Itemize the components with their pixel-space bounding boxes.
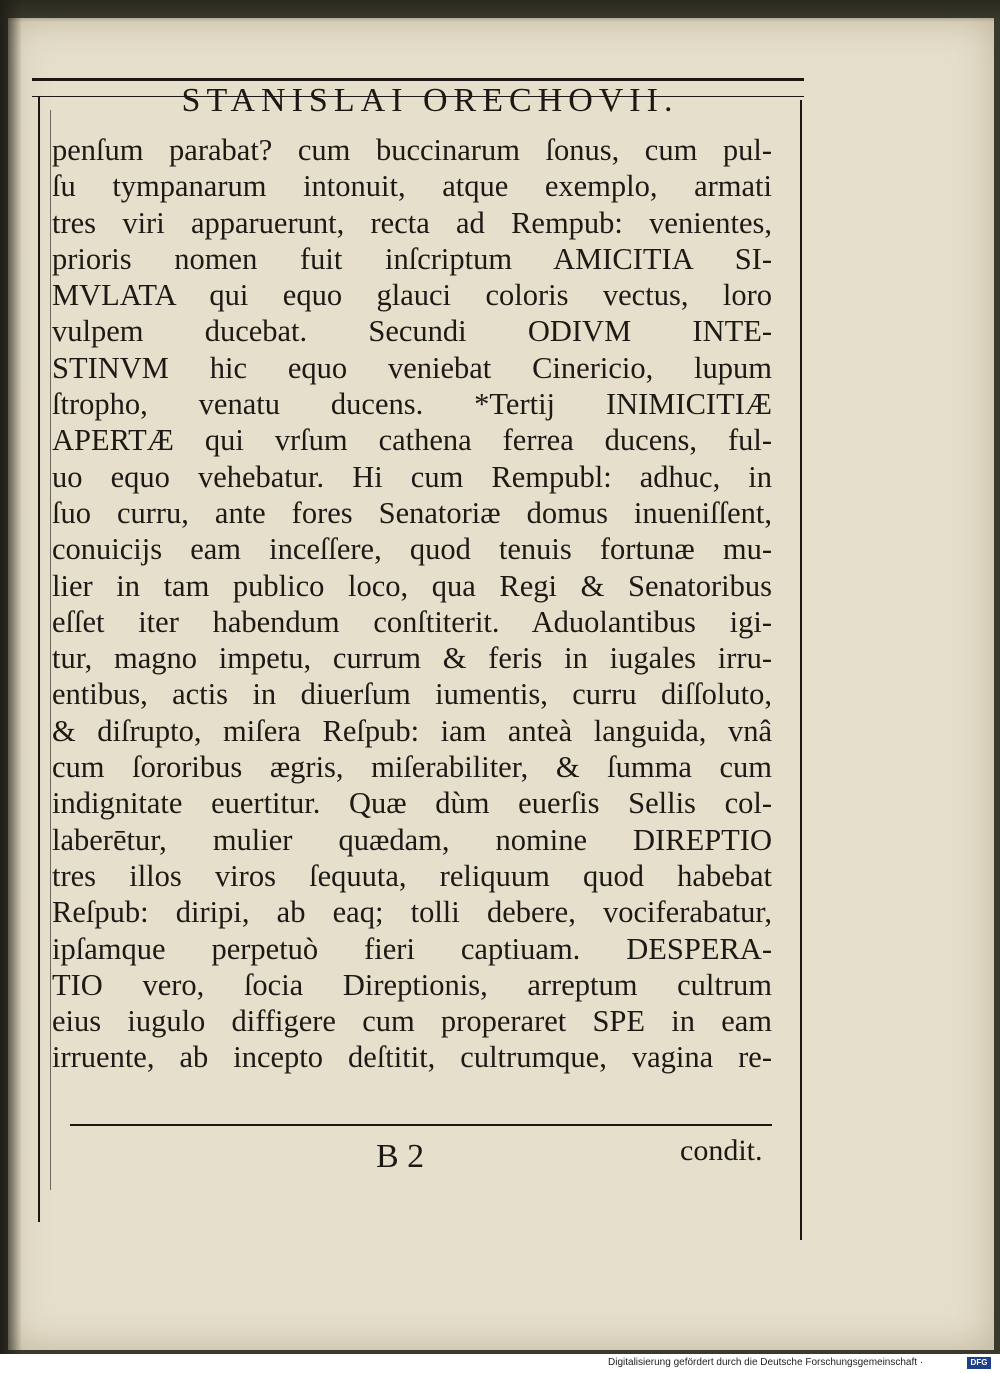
running-head: STANISLAI ORECHOVII. <box>181 82 679 119</box>
right-rule <box>800 100 802 1240</box>
text-line: tres illos viros ſequuta, reliquum quod habebat <box>52 858 772 893</box>
text-line: tres viri apparuerunt, recta ad Rempub: venientes, <box>52 205 772 240</box>
text-line: eſſet iter habendum conſtiterit. Aduolantibus igi- <box>52 604 772 639</box>
signature-mark: B 2 <box>376 1138 425 1175</box>
text-line: cum ſororibus ægris, miſerabiliter, & ſumma cum <box>52 750 772 785</box>
text-line: APERTÆ qui vrſum cathena ferrea ducens, ful- <box>52 423 772 458</box>
text-line: STINVM hic equo veniebat Cinericio, lupum <box>52 350 772 385</box>
text-line: & diſrupto, miſera Reſpub: iam anteà languida, vnâ <box>52 713 772 748</box>
text-line: eius iugulo diffigere cum properaret SPE in eam <box>52 1004 772 1039</box>
text-line: penſum parabat? cum buccinarum ſonus, cum pul- <box>52 133 772 167</box>
binding-shadow <box>0 0 22 1354</box>
text-line: Reſpub: diripi, ab eaq; tolli debere, vociferabatur, <box>52 895 772 930</box>
text-line: indignitate euertitur. Quæ dùm euerſis Sellis col- <box>52 786 772 821</box>
text-line: conuicijs eam inceſſere, quod tenuis fortunæ mu- <box>52 532 772 567</box>
text-line: laberētur, mulier quædam, nomine DIREPTIO <box>52 822 772 857</box>
text-line: ſtropho, venatu ducens. *Tertij INIMICITIÆ <box>52 387 772 422</box>
text-line: MVLATA qui equo glauci coloris vectus, loro <box>52 278 772 313</box>
funding-note: Digitalisierung gefördert durch die Deutsche Forschungsgemeinschaft · <box>608 1357 924 1368</box>
text-line: prioris nomen fuit inſcriptum AMICITIA SI- <box>52 241 772 276</box>
text-line: lier in tam publico loco, qua Regi & Senatoribus <box>52 568 772 603</box>
body-text <box>52 132 772 1076</box>
text-line: entibus, actis in diuerſum iumentis, curru diſſoluto, <box>52 677 772 712</box>
catchword: condit. <box>680 1134 763 1167</box>
text-line: ipſamque perpetuò fieri captiuam. DESPERA- <box>52 931 772 966</box>
text-line: tur, magno impetu, currum & feris in iugales irru- <box>52 641 772 676</box>
bottom-rule <box>70 1124 772 1126</box>
text-line: ſuo curru, ante fores Senatoriæ domus inueniſſent, <box>52 495 772 530</box>
text-line: ſu tympanarum intonuit, atque exemplo, armati <box>52 169 772 204</box>
dfg-logo: DFG <box>967 1357 991 1369</box>
left-rule-inner <box>50 110 51 1190</box>
top-rule <box>32 78 804 81</box>
text-line: uo equo vehebatur. Hi cum Rempubl: adhuc, in <box>52 459 772 494</box>
text-line: irruente, ab incepto deſtitit, cultrumque, vagina re- <box>52 1040 772 1075</box>
left-rule <box>38 96 40 1222</box>
text-line: TIO vero, ſocia Direptionis, arreptum cultrum <box>52 967 772 1002</box>
text-line: vulpem ducebat. Secundi ODIVM INTE- <box>52 314 772 349</box>
scan-top-edge <box>0 0 1000 22</box>
